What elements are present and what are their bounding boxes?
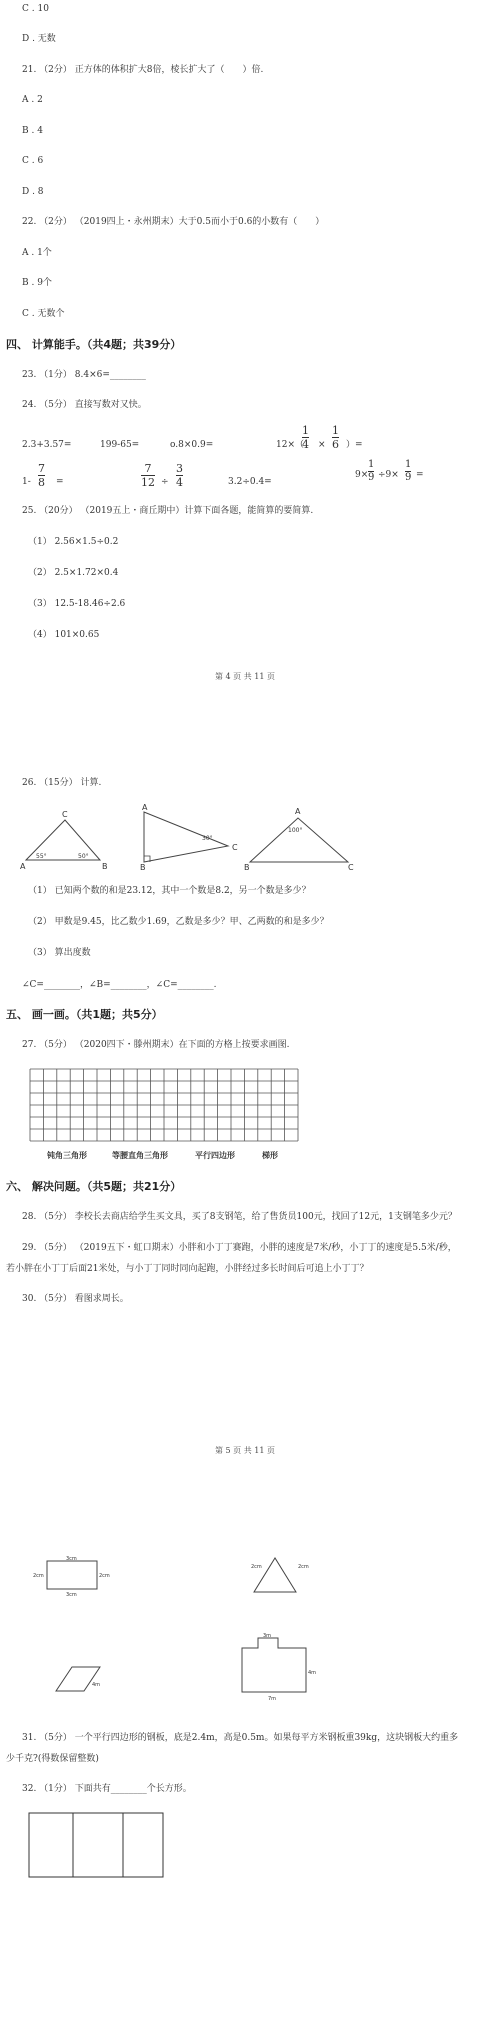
q21-option-d: D . 8 — [22, 187, 44, 197]
triangle-2-vertex-top: A — [142, 803, 148, 812]
numerator: 7 — [144, 462, 152, 475]
q26-part-2: （2） 甲数是9.45，比乙数少1.69，乙数是多少？甲、乙两数的和是多少？ — [28, 917, 329, 927]
triangle-3-vertex-left: B — [244, 863, 250, 872]
q24-expr-6-fraction-1 — [141, 463, 155, 488]
q25-part-4: （4） 101×0.65 — [28, 630, 100, 640]
triangle-2-shape — [144, 812, 228, 862]
q26-part-1: （1） 已知两个数的和是23.12，其中一个数是8.2，另一个数是多少？ — [28, 886, 311, 896]
triangle-1-angle-left: 55° — [36, 853, 47, 860]
rectangle-left-label: 2cm — [33, 1573, 44, 1579]
triangle-3-figure — [244, 806, 354, 870]
q21-option-b: B . 4 — [22, 126, 43, 136]
numerator: 3 — [176, 462, 183, 475]
q25-stem: 25. （20分） （2019五上・商丘期中）计算下面各题，能简算的要简算. — [22, 506, 314, 516]
section-4-title: 四、 计算能手。（共4题；共39分） — [6, 338, 182, 351]
q22-option-c: C . 无数个 — [22, 309, 65, 319]
denominator: 6 — [332, 438, 339, 451]
composite-shape — [242, 1638, 306, 1692]
q21-stem: 21. （2分） 正方体的体积扩大8倍，棱长扩大了（ ）倍. — [22, 65, 264, 75]
triangle-2-figure — [136, 803, 246, 872]
page-5-footer: 第 5 页 共 11 页 — [215, 1446, 275, 1455]
rectangles-figure — [28, 1812, 168, 1880]
rectangle-bottom-label: 3cm — [66, 1592, 77, 1598]
q24-expr-5-fraction — [38, 463, 45, 488]
q27-stem: 27. （5分） （2020四下・滕州期末）在下面的方格上按要求画图. — [22, 1040, 290, 1050]
q26-stem: 26. （15分） 计算. — [22, 778, 102, 788]
q24-expr-2: 199-65= — [100, 440, 140, 450]
q25-part-3: （3） 12.5-18.46÷2.6 — [28, 599, 126, 609]
q24-expr-4-fraction-1 — [302, 425, 309, 450]
triangle-2-vertex-right: C — [232, 843, 238, 852]
triangle-3-vertex-top: A — [295, 807, 301, 816]
q24-expr-4-fraction-2 — [332, 425, 339, 450]
section-6-title: 六、 解决问题。（共5题；共21分） — [6, 1180, 182, 1193]
q20-option-d: D . 无数 — [22, 34, 56, 44]
q24-expr-6-fraction-2 — [176, 463, 183, 488]
triangle-3-vertex-right: C — [348, 863, 354, 872]
numerator: 1 — [368, 459, 375, 470]
triangle-3-angle: 100° — [288, 827, 303, 834]
q26-part-3: （3） 算出度数 — [28, 948, 91, 958]
q23: 23. （1分） 8.4×6=________ — [22, 370, 146, 380]
triangle-right-label: 2cm — [298, 1564, 309, 1570]
numerator: 1 — [405, 459, 412, 470]
q22-option-a: A . 1个 — [22, 248, 52, 258]
composite-right-label: 4m — [308, 1670, 317, 1676]
denominator: 4 — [302, 438, 309, 451]
q22-option-b: B . 9个 — [22, 278, 52, 288]
rectangle-shape — [47, 1561, 97, 1589]
triangle-1-vertex-left: A — [20, 862, 26, 871]
q31-line-2: 少千克?(得数保留整数) — [6, 1754, 99, 1764]
q24-stem: 24. （5分） 直接写数对又快。 — [22, 400, 147, 410]
q29-line-1: 29. （5分） （2019五下・虹口期末）小胖和小丁丁赛跑，小胖的速度是7米/秒，小丁丁的速度是5.5米/秒， — [22, 1243, 457, 1253]
rectangle-right-label: 2cm — [99, 1573, 110, 1579]
composite-bottom-label: 7m — [268, 1696, 277, 1702]
q24-expr-4-suffix: ）= — [346, 440, 363, 450]
numerator: 1 — [302, 424, 309, 437]
rectangle-top-label: 3cm — [66, 1556, 77, 1562]
q24-expr-4-prefix: 12×（ — [276, 440, 304, 450]
parallelogram-side-label: 4m — [92, 1682, 101, 1688]
q22-stem: 22. （2分） （2019四上・永州期末）大于0.5而小于0.6的小数有（ ） — [22, 217, 325, 227]
q24-expr-4-times: × — [318, 440, 326, 450]
q24-expr-6-divide: ÷ — [161, 477, 169, 487]
q20-option-c: C . 10 — [22, 4, 49, 14]
q25-part-1: （1） 2.56×1.5÷0.2 — [28, 537, 119, 547]
triangle-2-vertex-bottom: B — [140, 863, 146, 872]
triangle-figure — [248, 1550, 318, 1596]
grid-label-isosceles-right-triangle: 等腰直角三角形 — [112, 1151, 168, 1160]
triangle-left-label: 2cm — [251, 1564, 262, 1570]
denominator: 12 — [141, 476, 155, 489]
numerator: 7 — [38, 462, 45, 475]
parallelogram-figure — [52, 1655, 112, 1695]
triangle-1-figure — [20, 808, 110, 870]
section-5-title: 五、 画一画。（共1题；共5分） — [6, 1008, 163, 1021]
page-4-footer: 第 4 页 共 11 页 — [215, 672, 275, 681]
triangle-1-vertex-top: C — [62, 810, 68, 819]
denominator: 9 — [368, 472, 375, 483]
q24-expr-5-prefix: 1- — [22, 477, 31, 487]
q24-expr-5-suffix: = — [56, 477, 64, 487]
q24-expr-7: 3.2÷0.4= — [228, 477, 272, 487]
composite-top-label: 3m — [263, 1633, 272, 1639]
q28: 28. （5分） 李校长去商店给学生买文具，买了8支钢笔，给了售货员100元，找回了12元，1支钢笔多少元？ — [22, 1212, 457, 1222]
composite-shape-figure — [232, 1632, 332, 1702]
q30: 30. （5分） 看图求周长。 — [22, 1294, 129, 1304]
q26-angle-blanks: ∠C=________，∠B=________，∠C=________. — [22, 980, 217, 990]
q24-expr-8-prefix: 9× — [355, 470, 369, 480]
q29-line-2: 若小胖在小丁丁后面21米处，与小丁丁同时同向起跑，小胖经过多长时间后可追上小丁丁？ — [6, 1264, 369, 1274]
drawing-grid — [30, 1069, 300, 1143]
grid-label-parallelogram: 平行四边形 — [195, 1151, 235, 1160]
triangle-3-shape — [250, 818, 348, 862]
rectangle-figure — [30, 1555, 130, 1605]
q25-part-2: （2） 2.5×1.72×0.4 — [28, 568, 119, 578]
q24-expr-1: 2.3+3.57= — [22, 440, 72, 450]
grid-label-trapezoid: 梯形 — [262, 1151, 278, 1160]
denominator: 8 — [38, 476, 45, 489]
q24-expr-8-mid: ÷9× — [378, 470, 399, 480]
triangle-2-angle: 30° — [202, 835, 213, 842]
q31-line-1: 31. （5分） 一个平行四边形的钢板，底是2.4m，高是0.5m。如果每平方米钢板重39kg，这块钢板大约重多 — [22, 1733, 459, 1743]
triangle-1-vertex-right: B — [102, 862, 108, 871]
outer-rectangle — [29, 1813, 163, 1877]
denominator: 9 — [405, 472, 412, 483]
q32: 32. （1分） 下面共有________个长方形。 — [22, 1784, 192, 1794]
q21-option-c: C . 6 — [22, 156, 44, 166]
triangle-1-angle-right: 50° — [78, 853, 89, 860]
q24-expr-8-fraction-2 — [405, 460, 411, 483]
q21-option-a: A . 2 — [22, 95, 43, 105]
grid-label-obtuse-triangle: 钝角三角形 — [47, 1151, 87, 1160]
numerator: 1 — [332, 424, 339, 437]
q24-expr-3: o.8×0.9= — [170, 440, 214, 450]
q24-expr-8-fraction-1 — [368, 460, 374, 483]
denominator: 4 — [176, 476, 183, 489]
q24-expr-8-suffix: = — [416, 470, 424, 480]
